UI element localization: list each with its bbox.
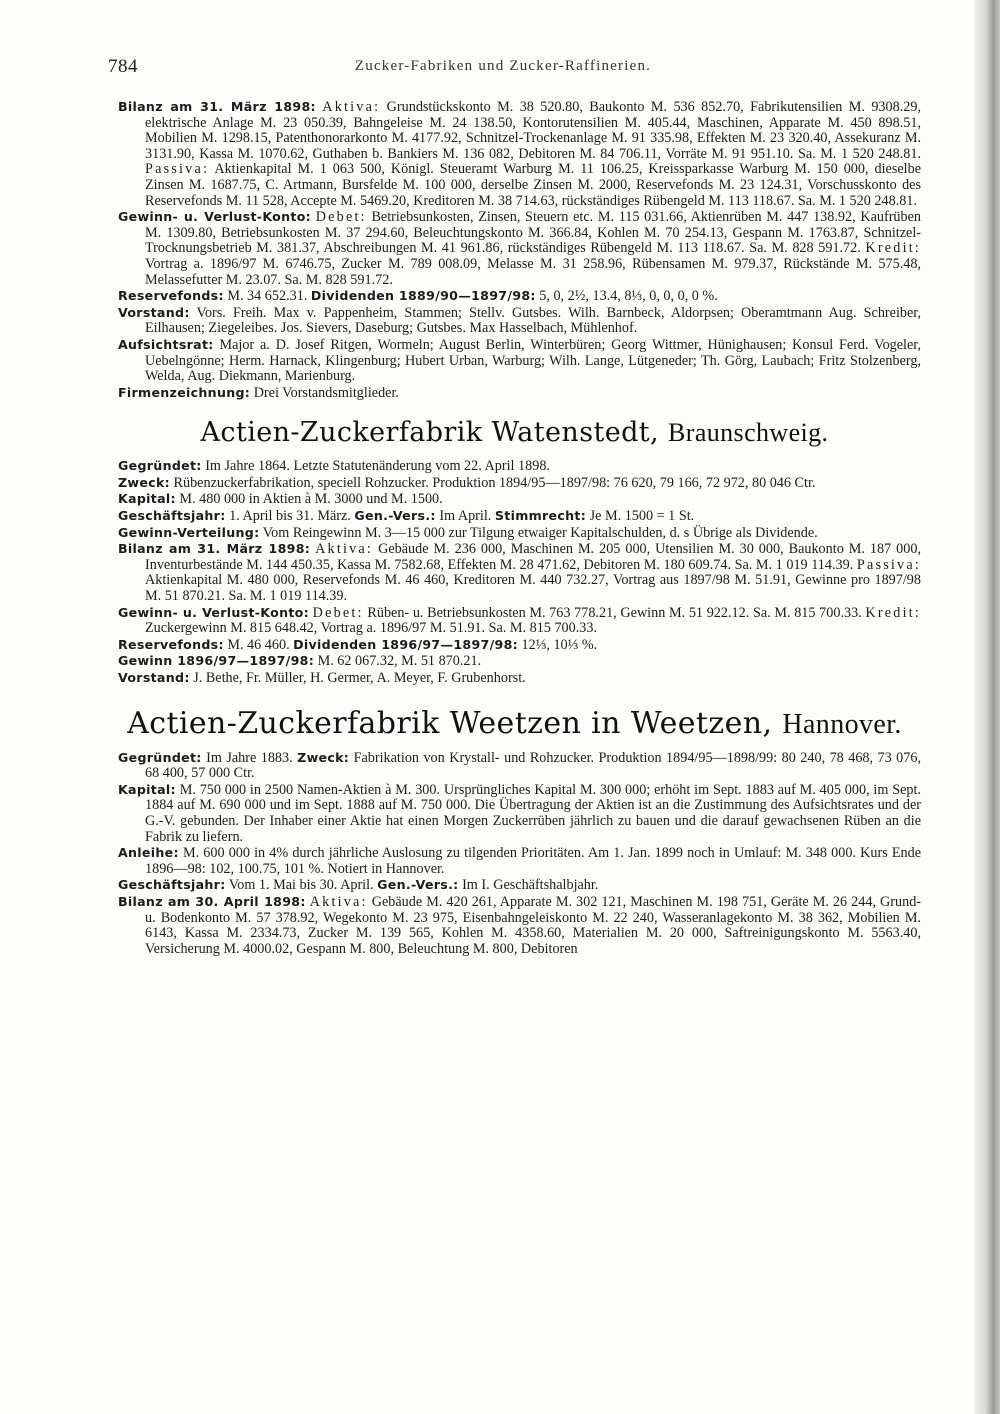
stimmrecht-label: Stimmrecht: [494,508,587,524]
geschaeftsjahr-paragraph [118,877,921,894]
vorstand-text: Vors. Freih. Max v. Pappenheim, Stammen; Stellv. Gutsbes. Wilh. Barnbeck, Aldorpsen; Oberamtmann Aug. Schreiber, Eilhausen; Ziegeleibes. Jos. Sievers, Daseburg; Gutsbes. Max Hasselbach, Mühlenhof. [145,304,921,337]
debet-text: Rüben- u. Betriebsunkosten M. 763 778.21, Gewinn M. 51 922.12. Sa. M. 815 700.33. [367,604,862,621]
kapital-text: M. 480 000 in Aktien à M. 3000 und M. 1500. [179,491,443,508]
vorstand-label: Vorstand: [118,670,190,685]
passiva-label: Passiva: [145,161,210,178]
reservefonds-label: Reservefonds: [118,288,224,304]
dividenden-label: Dividenden 1896/97—1897/98: [293,636,518,652]
kredit-label: Kredit: [865,604,922,621]
page-number: 784 [108,56,138,77]
gewinn-verteilung-text: Vom Reingewinn M. 3—15 000 zur Tilgung etwaiger Kapitalschulden, d. s Übrige als Dividende. [262,524,818,541]
geschaeftsjahr-label: Geschäftsjahr: [118,877,226,893]
kredit-text: Vortrag a. 1896/97 M. 6746.75, Zucker M. 789 008.09, Melasse M. 31 258.96, Rübensamen M. 979.37, Rückstände M. 575.48, Melassefutter M. 23.07. Sa. M. 828 591.72. [145,255,921,288]
kapital-label: Kapital: [118,781,176,797]
firmenzeichnung-text: Drei Vorstandsmitglieder. [253,384,399,401]
firmenzeichnung-paragraph [118,385,921,402]
gen-vers-text: Im April. [439,508,492,525]
geschaeftsjahr-label: Geschäftsjahr: [118,508,226,524]
bilanz-paragraph [118,894,921,957]
bilanz-label: Bilanz am 30. April 1898: [118,893,306,909]
gewinn-jahre-paragraph [118,653,921,670]
geschaeftsjahr-text: 1. April bis 31. März. [229,508,351,525]
vorstand-paragraph [118,305,921,337]
vorstand-label: Vorstand: [118,304,190,320]
aufsichtsrat-label: Aufsichtsrat: [118,336,214,352]
bilanz-paragraph [118,99,921,209]
page-header [108,56,898,82]
bilanz-label: Bilanz am 31. März 1898: [118,541,311,557]
debet-label: Debet: [312,604,364,621]
zweck-label: Zweck: [297,749,350,765]
kapital-label: Kapital: [118,491,176,507]
debet-text: Betriebsunkosten, Zinsen, Steuern etc. M. 115 031.66, Aktienrüben M. 447 138.92, Kaufrüben M. 1309.80, Betriebsunkosten M. 37 294.60, Beleuchtungskonto M. 366.84, Kohlen M. 70 254.13, Gespann M. 1763.87, Schnitzel-Trocknungsbetrieb M. 381.37, Abschreibungen M. 41 961.86, rückständiges Rübengeld M. 113 118.67. Sa. M. 828 591.72. [145,209,922,257]
company-name: Actien-Zuckerfabrik Weetzen in Weetzen, [127,705,773,741]
vorstand-text: J. Bethe, Fr. Müller, H. Germer, A. Meyer, F. Grubenhorst. [193,670,526,686]
page-body [118,99,921,957]
aktiva-text: Grundstückskonto M. 38 520.80, Baukonto M. 536 852.70, Fabrikutensilien M. 9308.29, elektrische Anlage M. 23 050.39, Bahngeleise M. 24 138.50, Kontorutensilien M. 405.44, Maschinen, Apparate M. 450 898.51, Mobilien M. 1298.15, Patenthonorarkonto M. 4177.92, Schnitzel-Trockenanlage M. 91 335.98, Effekten M. 23 320.40, Assekuranz M. 3131.90, Kassa M. 1070.62, Guthaben b. Bankiers M. 136 082, Debitoren M. 84 706.11, Vorräte M. 91 951.10. Sa. M. 1 520 248.81. [145,99,921,162]
vorstand-paragraph [118,670,921,687]
dividenden-label: Dividenden 1889/90—1897/98: [310,288,536,304]
company-heading-watenstedt [108,415,921,451]
company-heading-weetzen [108,706,921,743]
kredit-text: Zuckergewinn M. 815 648.42, Vortrag a. 1896/97 M. 51.91. Sa. M. 815 700.33. [145,620,598,637]
gewinn-verlust-label: Gewinn- u. Verlust-Konto: [118,209,312,225]
geschaeftsjahr-paragraph [118,508,921,525]
bilanz-paragraph [118,541,921,604]
gewinn-verteilung-label: Gewinn-Verteilung: [118,524,260,540]
gegruendet-label: Gegründet: [118,749,202,765]
stimmrecht-text: Je M. 1500 = 1 St. [589,508,695,525]
aktiva-label: Aktiva: [322,99,381,115]
company-name: Actien-Zuckerfabrik Watenstedt, [200,417,660,449]
anleihe-paragraph [118,845,921,877]
running-title: Zucker-Fabriken und Zucker-Raffinerien. [354,58,652,74]
reservefonds-label: Reservefonds: [118,636,224,652]
dividenden-text: 12⅓, 10⅓ %. [521,636,598,653]
anleihe-text: M. 600 000 in 4% durch jährliche Auslosung zu tilgenden Prioritäten. Am 1. Jan. 1899 noch in Umlauf: M. 348 000. Kurs Ende 1896—98: 102, 100.75, 101 %. Notiert in Hannover. [145,845,922,877]
gewinn-verteilung-paragraph [118,525,921,542]
gewinn-jahre-text: M. 62 067.32, M. 51 870.21. [317,653,482,670]
kapital-text: M. 750 000 in 2500 Namen-Aktien à M. 300. Ursprüngliches Kapital M. 300 000; erhöht im Sept. 1883 auf M. 405 000, im Sept. 1884 auf M. 690 000 und im Sept. 1888 auf M. 750 000. Die Übertragung der Aktien ist an die Zustimmung des Aufsichtsrates und der G.-V. gebunden. Der Inhaber einer Aktie hat einen Morgen Zuckerrüben jährlich zu bauen und die darauf gewachsenen Rüben an die Fabrik zu liefern. [145,781,921,845]
gewinn-verlust-label: Gewinn- u. Verlust-Konto: [118,604,309,620]
company-place: Braunschweig. [668,418,829,448]
gewinn-verlust-paragraph [118,605,921,637]
anleihe-label: Anleihe: [118,845,179,861]
zweck-text: Fabrikation von Krystall- und Rohzucker. Produktion 1894/95—1898/99: 80 240, 78 468, 73 076, 68 400, 57 000 Ctr. [145,749,922,782]
dividenden-text: 5, 0, 2½, 13.4, 8⅓, 0, 0, 0, 0 %. [539,288,718,305]
aktiva-label: Aktiva: [315,541,374,558]
zweck-text: Rübenzuckerfabrikation, speciell Rohzucker. Produktion 1894/95—1897/98: 76 620, 79 166, 72 972, 80 046 Ctr. [173,474,816,491]
gegruendet-paragraph [118,458,921,475]
reservefonds-paragraph [118,288,921,305]
passiva-label: Passiva: [856,556,921,573]
gegruendet-text: Im Jahre 1883. [206,749,293,766]
gen-vers-text: Im I. Geschäftshalbjahr. [462,877,599,894]
gegruendet-text: Im Jahre 1864. Letzte Statutenänderung vom 22. April 1898. [205,458,550,475]
passiva-text: Aktienkapital M. 480 000, Reservefonds M. 46 460, Kreditoren M. 440 732.27, Vortrag aus 1897/98 M. 51.91, Gewinne pro 1897/98 M. 51 870.21. Sa. M. 1 019 114.39. [145,572,921,605]
passiva-text: Aktienkapital M. 1 063 500, Königl. Steueramt Warburg M. 11 106.25, Kreissparkasse Warburg M. 150 000, dieselbe Zinsen M. 1687.75, C. Artmann, Bursfelde M. 100 000, derselbe Zinsen M. 2000, Reservefonds M. 23 124.31, Vorschusskonto des Reservefonds M. 11 528, Accepte M. 5469.20, Kreditoren M. 38 714.63, rückständiges Rübengeld M. 113 118.67. Sa. M. 1 520 248.81. [145,161,922,209]
kapital-paragraph [118,782,921,845]
zweck-label: Zweck: [118,474,170,490]
aktiva-text: Gebäude M. 420 261, Apparate M. 302 121, Maschinen M. 198 751, Geräte M. 26 244, Grund- u. Bodenkonto M. 57 378.92, Wegekonto M. 23 975, Eisenbahngeleiskonto M. 22 240, Wasseranlagekonto M. 38 362, Mobilien M. 6143, Kassa M. 2334.73, Zucker M. 139 565, Kohlen M. 4358.60, Materialien M. 20 000, Saftreinigungskonto M. 5563.40, Versicherung M. 4000.02, Gespann M. 800, Beleuchtung M. 800, Debitoren [145,893,922,957]
gegruendet-paragraph [118,750,921,782]
page-edge-shadow [974,0,1000,1414]
gegruendet-label: Gegründet: [118,458,202,474]
reservefonds-text: M. 46 460. [227,636,290,653]
reservefonds-paragraph [118,637,921,654]
debet-label: Debet: [315,209,367,226]
aktiva-text: Gebäude M. 236 000, Maschinen M. 205 000, Utensilien M. 30 000, Baukonto M. 187 000, Inventurbestände M. 144 450.35, Kassa M. 7582.68, Effekten M. 28 471.62, Debitoren M. 180 609.74. Sa. M. 1 019 114.39. [145,541,922,573]
company-place: Hannover. [782,708,902,740]
gewinn-verlust-paragraph [118,209,921,288]
aktiva-label: Aktiva: [309,893,368,910]
bilanz-label: Bilanz am 31. März 1898: [118,99,316,114]
gen-vers-label: Gen.-Vers.: [377,877,459,893]
geschaeftsjahr-text: Vom 1. Mai bis 30. April. [228,877,374,894]
reservefonds-text: M. 34 652.31. [227,288,308,305]
zweck-paragraph [118,475,921,492]
gewinn-jahre-label: Gewinn 1896/97—1897/98: [118,653,315,669]
kredit-label: Kredit: [865,240,921,257]
aufsichtsrat-paragraph [118,337,921,385]
kapital-paragraph [118,491,921,508]
firmenzeichnung-label: Firmenzeichnung: [118,384,251,400]
gen-vers-label: Gen.-Vers.: [354,508,436,524]
aufsichtsrat-text: Major a. D. Josef Ritgen, Wormeln; August Berlin, Winterbüren; Georg Wittmer, Hünighausen; Konsul Ferd. Vogeler, Uebelngönne; Herm. Harnack, Klingenburg; Hubert Urban, Warburg; Wilh. Lange, Lütgeneder; Th. Görg, Laubach; Fritz Stolzenberg, Welda, Aug. Diekmann, Marienburg. [145,336,921,385]
